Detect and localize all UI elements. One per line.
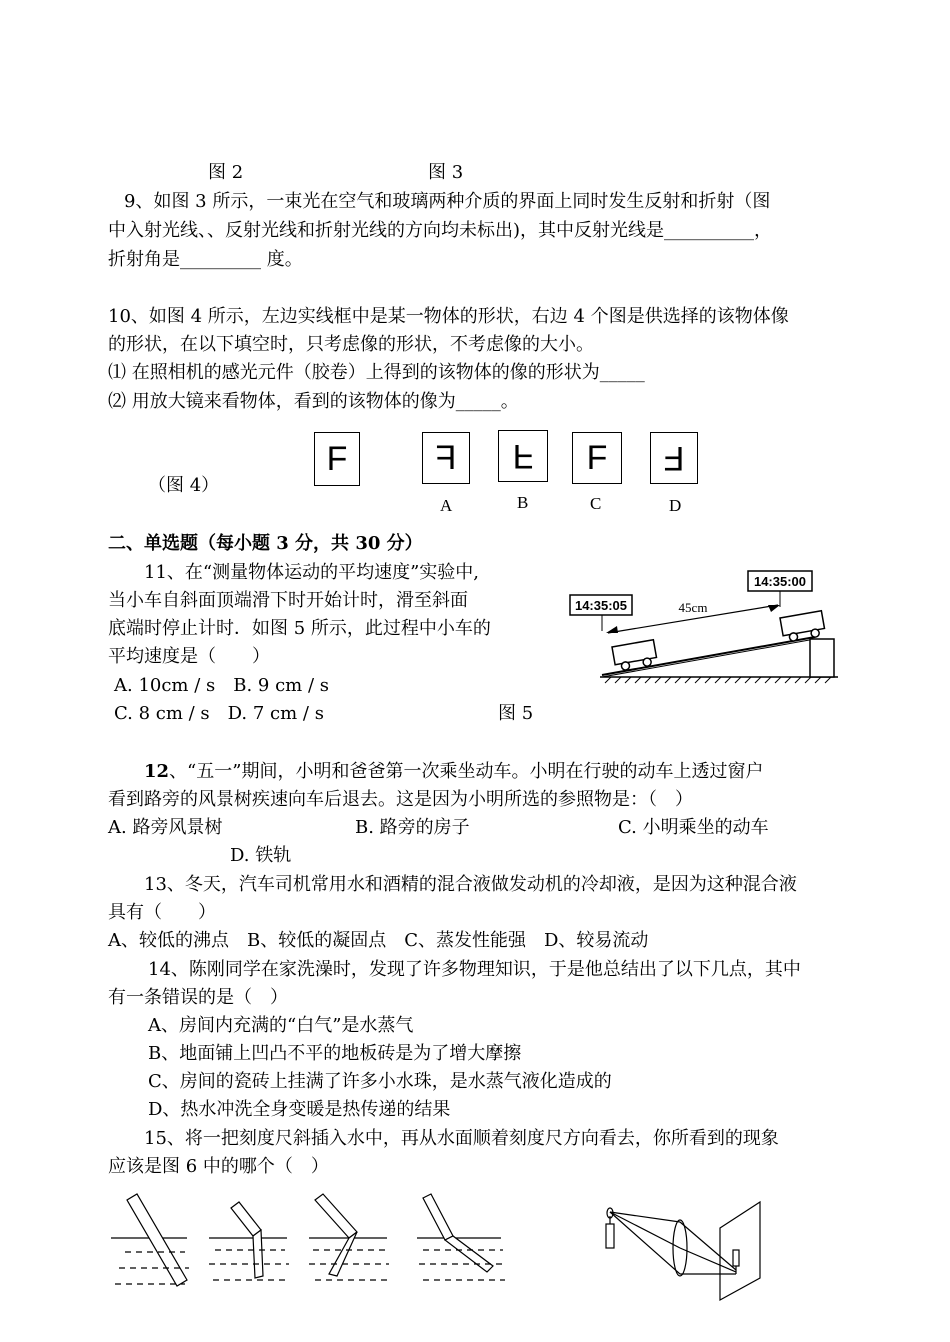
q14-option-d: D、热水冲洗全身变暖是热传递的结果	[148, 1099, 451, 1120]
fig5-incline-diagram	[560, 565, 850, 690]
screen-icon	[720, 1202, 760, 1300]
object-box	[314, 432, 360, 486]
option-d-label: D	[669, 496, 682, 515]
q15-line2: 应该是图 6 中的哪个（ ）	[108, 1156, 329, 1177]
fig6-ruler-diagrams	[105, 1190, 535, 1300]
lens-candle-diagram	[598, 1198, 773, 1302]
q10-line2: 的形状，在以下填空时，只考虑像的形状，不考虑像的大小。	[108, 334, 594, 355]
q12-line1-text: 、“五一”期间，小明和爸爸第一次乘坐动车。小明在行驶的动车上透过窗户	[169, 761, 764, 782]
option-b-box	[498, 430, 548, 482]
option-b-letter: F	[512, 437, 534, 476]
option-c-box	[572, 432, 622, 484]
q10-line1: 10、如图 4 所示，左边实线框中是某一物体的形状，右边 4 个图是供选择的该物体像	[108, 306, 789, 327]
q10-line3: ⑴ 在照相机的感光元件（胶卷）上得到的该物体的像的形状为_____	[108, 362, 645, 383]
q9-line3: 折射角是_________ 度。	[108, 249, 303, 270]
option-d-letter: F	[663, 439, 685, 478]
q9-line1: 9、如图 3 所示，一束光在空气和玻璃两种介质的界面上同时发生反射和折射（图	[124, 191, 771, 212]
fig3-label: 图 3	[428, 162, 464, 183]
candle-icon	[606, 1224, 614, 1248]
option-b-label: B	[517, 493, 529, 512]
option-a-letter: F	[435, 438, 457, 477]
option-d-box	[650, 432, 698, 484]
option-c-letter: F	[586, 438, 608, 477]
q13-line2: 具有（ ）	[108, 902, 216, 923]
option-c-label: C	[590, 494, 602, 513]
q14-option-a: A、房间内充满的“白气”是水蒸气	[148, 1015, 414, 1036]
q12-line1	[144, 761, 763, 783]
q9-line2: 中入射光线、、反射光线和折射光线的方向均未标出)，其中反射光线是__________，	[108, 220, 773, 241]
fig6-diagram-c	[309, 1194, 389, 1280]
option-a-box	[422, 432, 470, 484]
fig5-clock-bottom: 14:35:05	[574, 598, 628, 613]
q11-line1: 11、在“测量物体运动的平均速度”实验中,	[144, 562, 480, 583]
q13-line1: 13、冬天，汽车司机常用水和酒精的混合液做发动机的冷却液，是因为这种混合液	[144, 874, 797, 895]
fig5-label: 图 5	[498, 703, 534, 724]
q11-options-cd: C. 8 cm / s D. 7 cm / s	[114, 703, 324, 724]
q15-line1: 15、将一把刻度尺斜插入水中，再从水面顺着刻度尺方向看去，你所看到的现象	[144, 1128, 779, 1149]
fig6-diagram-d	[417, 1194, 505, 1280]
section2-heading: 二、单选题（每小题 3 分，共 30 分）	[108, 533, 423, 554]
q13-options: A、较低的沸点 B、较低的凝固点 C、蒸发性能强 D、较易流动	[108, 930, 649, 951]
q10-line4: ⑵ 用放大镜来看物体，看到的该物体的像为_____。	[108, 391, 519, 412]
q14-option-b: B、地面铺上凹凸不平的地板砖是为了增大摩擦	[148, 1043, 522, 1064]
fig5-clock-top: 14:35:00	[753, 574, 807, 589]
q11-line2: 当小车自斜面顶端滑下时开始计时，滑至斜面	[108, 590, 468, 611]
q14-line2: 有一条错误的是（ ）	[108, 987, 288, 1008]
object-letter: F	[326, 439, 348, 478]
q12-option-b: B. 路旁的房子	[355, 817, 470, 838]
q11-line3: 底端时停止计时．如图 5 所示，此过程中小车的	[108, 618, 491, 639]
option-a-label: A	[440, 496, 453, 515]
q12-option-a: A. 路旁风景树	[108, 817, 223, 838]
q12-line2: 看到路旁的风景树疾速向车后退去。这是因为小明所选的参照物是：（ ）	[108, 789, 693, 810]
fig6-diagram-a	[111, 1194, 189, 1286]
q12-option-d: D. 铁轨	[230, 845, 292, 866]
fig2-label: 图 2	[208, 162, 244, 183]
fig5-distance: 45cm	[678, 600, 708, 615]
q11-line4: 平均速度是（ ）	[108, 646, 270, 667]
q14-option-c: C、房间的瓷砖上挂满了许多小水珠，是水蒸气液化造成的	[148, 1071, 612, 1092]
q12-number: 12	[144, 761, 170, 782]
fig6-diagram-b	[209, 1202, 289, 1280]
q11-options-ab: A. 10cm / s B. 9 cm / s	[114, 675, 329, 696]
q12-option-c: C. 小明乘坐的动车	[618, 817, 769, 838]
fig4-label: （图 4）	[148, 475, 220, 496]
q14-line1: 14、陈刚同学在家洗澡时，发现了许多物理知识，于是他总结出了以下几点，其中	[148, 959, 801, 980]
